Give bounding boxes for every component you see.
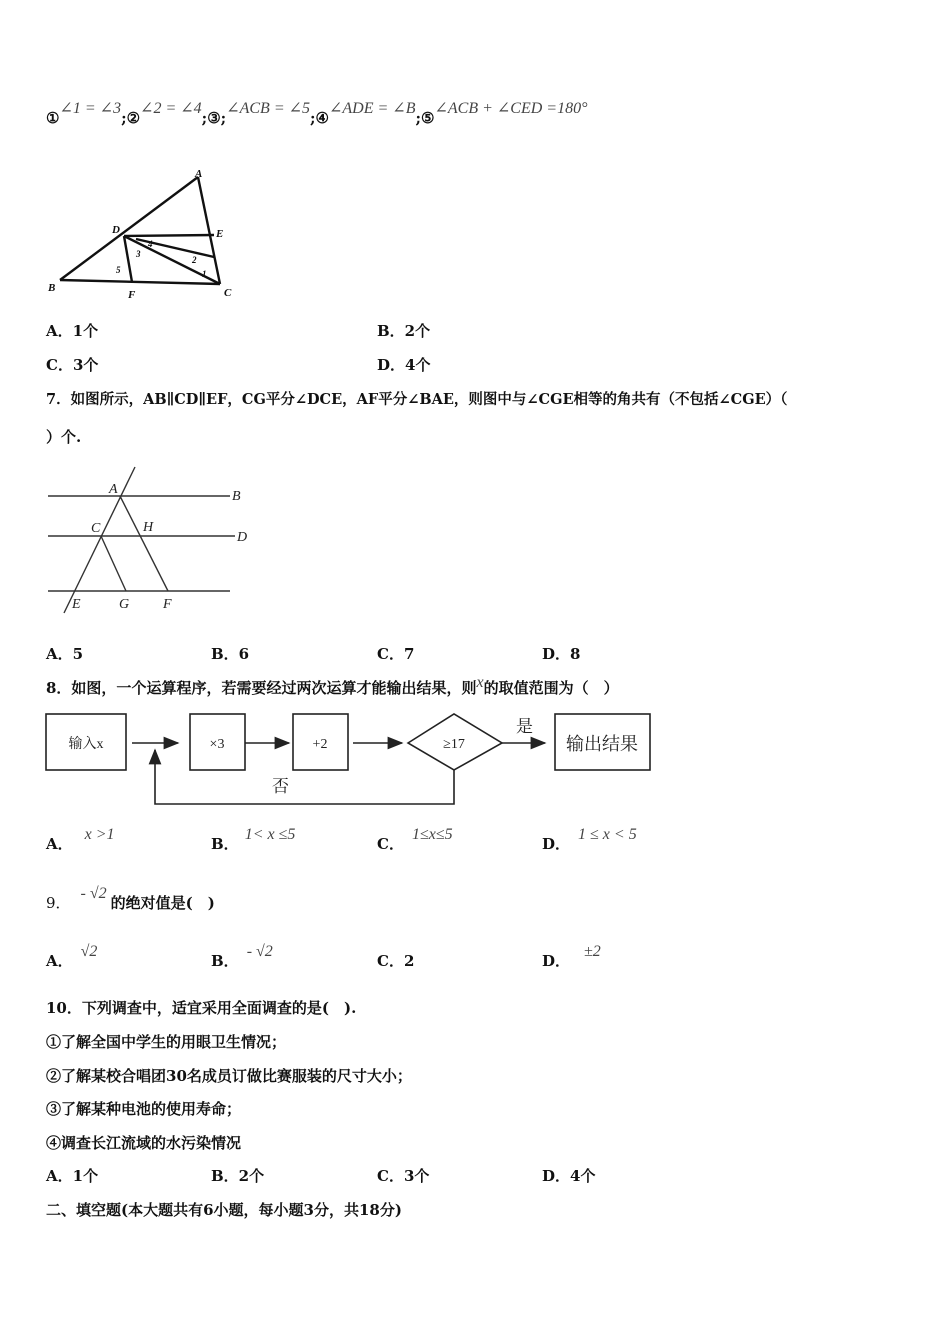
q8-input-label: 输入x	[68, 737, 104, 752]
q6-label-C: C	[224, 287, 232, 299]
q8-stem	[46, 674, 619, 698]
q7-label-G: G	[119, 597, 130, 612]
q6-circle-3: ;③;	[201, 109, 227, 127]
q8-stem-variable: x	[476, 674, 484, 691]
q6-label-E: E	[216, 228, 224, 240]
q6-label-5: 5	[116, 265, 121, 275]
q8-option-a-letter: A．	[46, 835, 73, 853]
q7-label-A: A	[109, 482, 118, 497]
q8-option-b-letter: B．	[211, 835, 239, 853]
q8-output-label: 输出结果	[566, 734, 638, 754]
q6-circle-5: ;⑤	[415, 109, 435, 127]
q8-option-c-math: 1≤x≤5	[411, 826, 453, 843]
q7-stem-line2: ）个.	[46, 428, 82, 446]
q10-option-b[interactable]: B．2个	[211, 1167, 265, 1185]
q8-mult-label: ×3	[209, 737, 225, 752]
q7-option-d[interactable]: D．8	[542, 645, 581, 663]
q6-line-BC	[60, 280, 220, 284]
q8-no-label: 否	[272, 777, 289, 796]
q9-option-b-math: - √2	[246, 943, 273, 960]
q10-option-d[interactable]: D．4个	[542, 1167, 596, 1185]
q8-yes-label: 是	[516, 717, 533, 736]
q10-option-c[interactable]: C．3个	[377, 1167, 430, 1185]
q8-condition-label: ≥17	[443, 737, 465, 752]
q6-label-D: D	[112, 224, 120, 236]
q6-label-1: 1	[202, 269, 207, 279]
section-2-heading: 二、填空题(本大题共有6小题，每小题3分，共18分)	[46, 1201, 402, 1219]
q7-label-H: H	[143, 520, 154, 535]
q9-option-c-letter: C．	[377, 952, 404, 970]
q6-circle-4: ;④	[310, 109, 329, 127]
q6-statement-3: ∠ACB = ∠5	[226, 100, 311, 117]
q9-option-a[interactable]	[46, 943, 98, 971]
q9-expression: - √2	[80, 885, 107, 902]
q8-option-d[interactable]	[542, 826, 637, 854]
q8-stem-part1: 8．如图，一个运算程序，若需要经过两次运算才能输出结果，则	[46, 679, 477, 697]
q7-option-a[interactable]: A．5	[46, 645, 84, 663]
q6-option-a[interactable]: A．1个	[46, 322, 99, 340]
q6-label-B: B	[48, 282, 56, 294]
q6-label-A: A	[195, 168, 203, 180]
q8-option-b-math: 1< x ≤5	[244, 826, 296, 843]
q8-option-d-letter: D．	[542, 835, 571, 853]
q6-statement-5: ∠ACB + ∠CED =180°	[434, 100, 588, 117]
q6-label-F: F	[128, 289, 136, 301]
q7-label-E: E	[72, 597, 81, 612]
q10-stem: 10．下列调查中，适宜采用全面调查的是( ).	[46, 999, 357, 1017]
q6-statements	[46, 100, 588, 128]
q8-flowchart	[40, 708, 660, 808]
q6-option-c[interactable]: C．3个	[46, 356, 99, 374]
q8-option-c-letter: C．	[377, 835, 404, 853]
q10-item-4: ④调查长江流域的水污染情况	[46, 1134, 242, 1152]
q9-option-c[interactable]	[377, 950, 414, 971]
q7-parallel-lines-figure	[40, 465, 270, 620]
q9-number: 9．	[46, 894, 71, 912]
q6-circle-1: ①	[46, 109, 60, 127]
q7-option-b[interactable]: B．6	[211, 645, 250, 663]
q7-option-c[interactable]: C．7	[377, 645, 415, 663]
q10-option-a[interactable]: A．1个	[46, 1167, 99, 1185]
q8-option-d-math: 1 ≤ x < 5	[578, 826, 637, 843]
q7-label-D: D	[237, 530, 248, 545]
q7-label-F: F	[163, 597, 172, 612]
q9-stem-text: 的绝对值是( )	[110, 894, 215, 912]
q6-option-b[interactable]: B．2个	[377, 322, 431, 340]
q6-option-d[interactable]: D．4个	[377, 356, 431, 374]
q6-statement-2: ∠2 = ∠4	[140, 100, 202, 117]
q10-item-3: ③了解某种电池的使用寿命；	[46, 1100, 242, 1118]
q6-statement-4: ∠ADE = ∠B	[329, 100, 416, 117]
q9-option-d-letter: D．	[542, 952, 571, 970]
q6-triangle-figure	[40, 165, 260, 305]
q8-option-b[interactable]	[211, 826, 296, 854]
q7-label-C: C	[91, 521, 101, 536]
q8-arrow-no-loop	[155, 750, 454, 804]
q8-option-a[interactable]	[46, 826, 115, 854]
q6-statement-1: ∠1 = ∠3	[59, 100, 122, 117]
q8-stem-part2: 的取值范围为（ ）	[483, 679, 619, 697]
q8-option-a-math: x >1	[84, 826, 115, 843]
q9-option-c-math: 2	[403, 952, 415, 970]
q9-option-a-math: √2	[80, 943, 98, 960]
q7-stem-line1: 7．如图所示，AB∥CD∥EF，CG平分∠DCE，AF平分∠BAE，则图中与∠CGE相等的角共有（不包括∠CGE）（	[46, 391, 788, 408]
q7-label-B: B	[232, 489, 241, 504]
q8-option-c[interactable]	[377, 826, 453, 854]
q9-option-a-letter: A．	[46, 952, 73, 970]
q6-label-3: 3	[136, 249, 141, 259]
q6-label-2: 2	[192, 255, 197, 265]
q6-circle-2: ;②	[121, 109, 141, 127]
q10-item-2: ②了解某校合唱团30名成员订做比赛服装的尺寸大小；	[46, 1067, 412, 1085]
q9-option-d[interactable]	[542, 943, 601, 971]
q7-line-AF	[120, 496, 168, 591]
q9-stem	[46, 885, 215, 913]
q9-option-b[interactable]	[211, 943, 273, 971]
q9-option-b-letter: B．	[211, 952, 239, 970]
q7-line-CG	[101, 536, 126, 591]
q10-item-1: ①了解全国中学生的用眼卫生情况；	[46, 1033, 287, 1051]
q6-label-4: 4	[148, 239, 153, 249]
q9-option-d-math: ±2	[584, 943, 601, 960]
q6-line-DF	[124, 236, 132, 282]
q8-add-label: +2	[312, 737, 328, 752]
q6-line-DE	[124, 235, 214, 236]
